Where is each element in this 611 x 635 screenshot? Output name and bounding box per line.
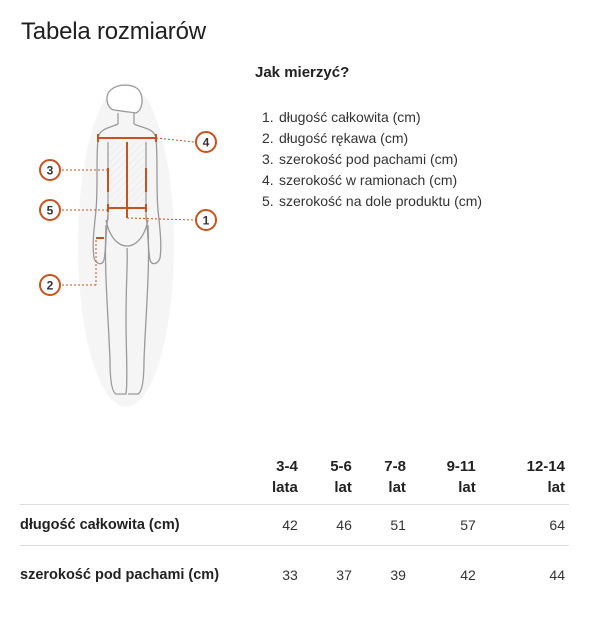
table-cell: 51 (356, 505, 410, 546)
column-header-age: 5-6 (330, 458, 352, 475)
column-header (356, 456, 410, 505)
marker-2 (40, 275, 60, 295)
page-title: Tabela rozmiarów (21, 18, 206, 45)
column-header-unit: lat (458, 479, 476, 496)
size-table (20, 456, 569, 604)
table-row (20, 505, 569, 546)
measure-heading: Jak mierzyć? (255, 64, 350, 81)
measure-item: szerokość w ramionach (cm) (279, 172, 458, 188)
column-header (302, 456, 356, 505)
column-header-unit: lat (388, 479, 406, 496)
column-header-age: 3-4 (276, 458, 298, 475)
column-header (410, 456, 480, 505)
marker-3 (40, 160, 60, 180)
table-cell: 42 (239, 505, 302, 546)
marker-2-num: 2 (46, 278, 54, 293)
measure-list (255, 107, 482, 212)
row-label: szerokość pod pachami (cm) (20, 546, 239, 605)
column-header-age: 9-11 (446, 458, 476, 475)
table-cell: 37 (302, 546, 356, 605)
measure-item: szerokość pod pachami (cm) (279, 151, 458, 167)
table-cell: 44 (480, 546, 569, 605)
column-header-age: 12-14 (526, 458, 565, 475)
table-cell: 39 (356, 546, 410, 605)
marker-1-num: 1 (202, 213, 210, 228)
measure-item: długość całkowita (cm) (279, 109, 421, 125)
table-cell: 57 (410, 505, 480, 546)
marker-5-num: 5 (46, 203, 54, 218)
column-header (480, 456, 569, 505)
column-header-unit: lata (271, 479, 298, 496)
marker-4-num: 4 (202, 135, 210, 150)
table-cell: 42 (410, 546, 480, 605)
row-label: długość całkowita (cm) (20, 505, 239, 546)
table-row (20, 546, 569, 605)
marker-4 (196, 132, 216, 152)
measure-item: długość rękawa (cm) (279, 130, 409, 146)
column-header-age: 7-8 (384, 458, 406, 475)
table-cell: 46 (302, 505, 356, 546)
column-header-unit: lat (547, 479, 565, 496)
marker-5 (40, 200, 60, 220)
table-corner (20, 456, 239, 505)
measure-item: szerokość na dole produktu (cm) (279, 193, 483, 209)
marker-3-num: 3 (46, 163, 54, 178)
column-header (239, 456, 302, 505)
column-header-unit: lat (334, 479, 352, 496)
body-measurement-figure (36, 80, 236, 410)
table-cell: 33 (239, 546, 302, 605)
marker-1 (196, 210, 216, 230)
table-header-row (20, 456, 569, 505)
table-cell: 64 (480, 505, 569, 546)
